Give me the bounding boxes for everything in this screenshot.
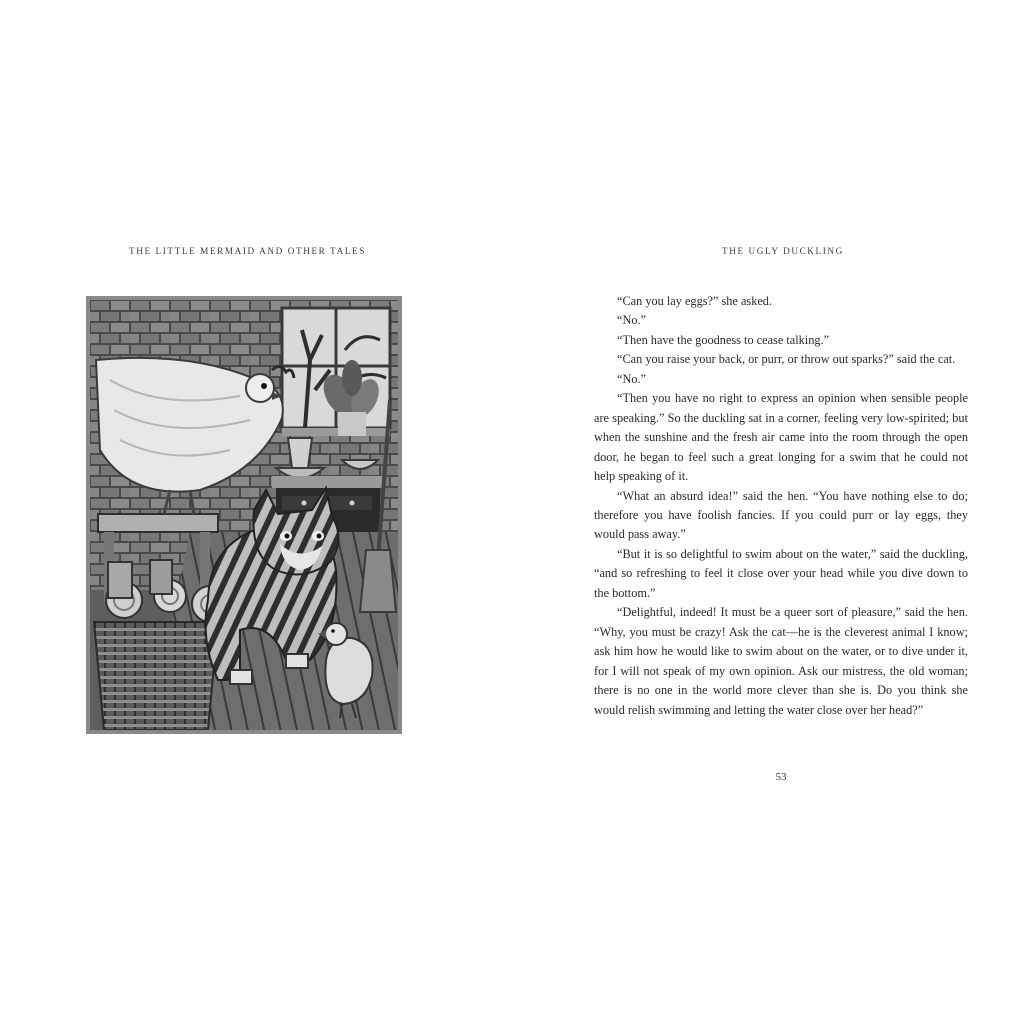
left-running-head: THE LITTLE MERMAID AND OTHER TALES	[129, 246, 366, 256]
paragraph: “What an absurd idea!” said the hen. “You have nothing else to do; therefore you have foolish fancies. If you could purr or lay eggs, they would pass away.”	[594, 488, 968, 542]
story-text	[594, 292, 968, 720]
paragraph: “Delightful, indeed! It must be a queer sort of pleasure,” said the hen. “Why, you must be crazy! Ask the cat—he is the cleverest animal I know; ask him how he would like to swim about on the water, or to dive under it, for I will not speak of my own opinion. Ask our mistress, the old woman; there is no one in the world more clever than she is. Do you think she would relish swimming and letting the water close over her head?”	[594, 605, 968, 717]
paragraph: “Can you raise your back, or purr, or throw out sparks?” said the cat.	[617, 352, 956, 367]
paragraph: “No.”	[617, 313, 647, 328]
paragraph: “Then have the goodness to cease talking.”	[617, 332, 830, 347]
paragraph: “No.”	[617, 371, 647, 386]
right-running-head: THE UGLY DUCKLING	[722, 246, 844, 256]
page-number: 53	[775, 771, 787, 783]
paragraph: “Can you lay eggs?” she asked.	[617, 294, 773, 308]
paragraph: “But it is so delightful to swim about on the water,” said the duckling, “and so refreshing to feel it close over your head while you dive down to the bottom.”	[594, 546, 968, 600]
illustration-artwork	[90, 300, 398, 730]
illustration-hen-cat-duckling	[86, 296, 402, 734]
paragraph: “Then you have no right to express an opinion when sensible people are speaking.” So the duckling sat in a corner, feeling very low-spirited; but when the sunshine and the fresh air came into the room through the open door, he began to feel such a great longing for a swim that he could not help speaking of it.	[594, 391, 968, 484]
